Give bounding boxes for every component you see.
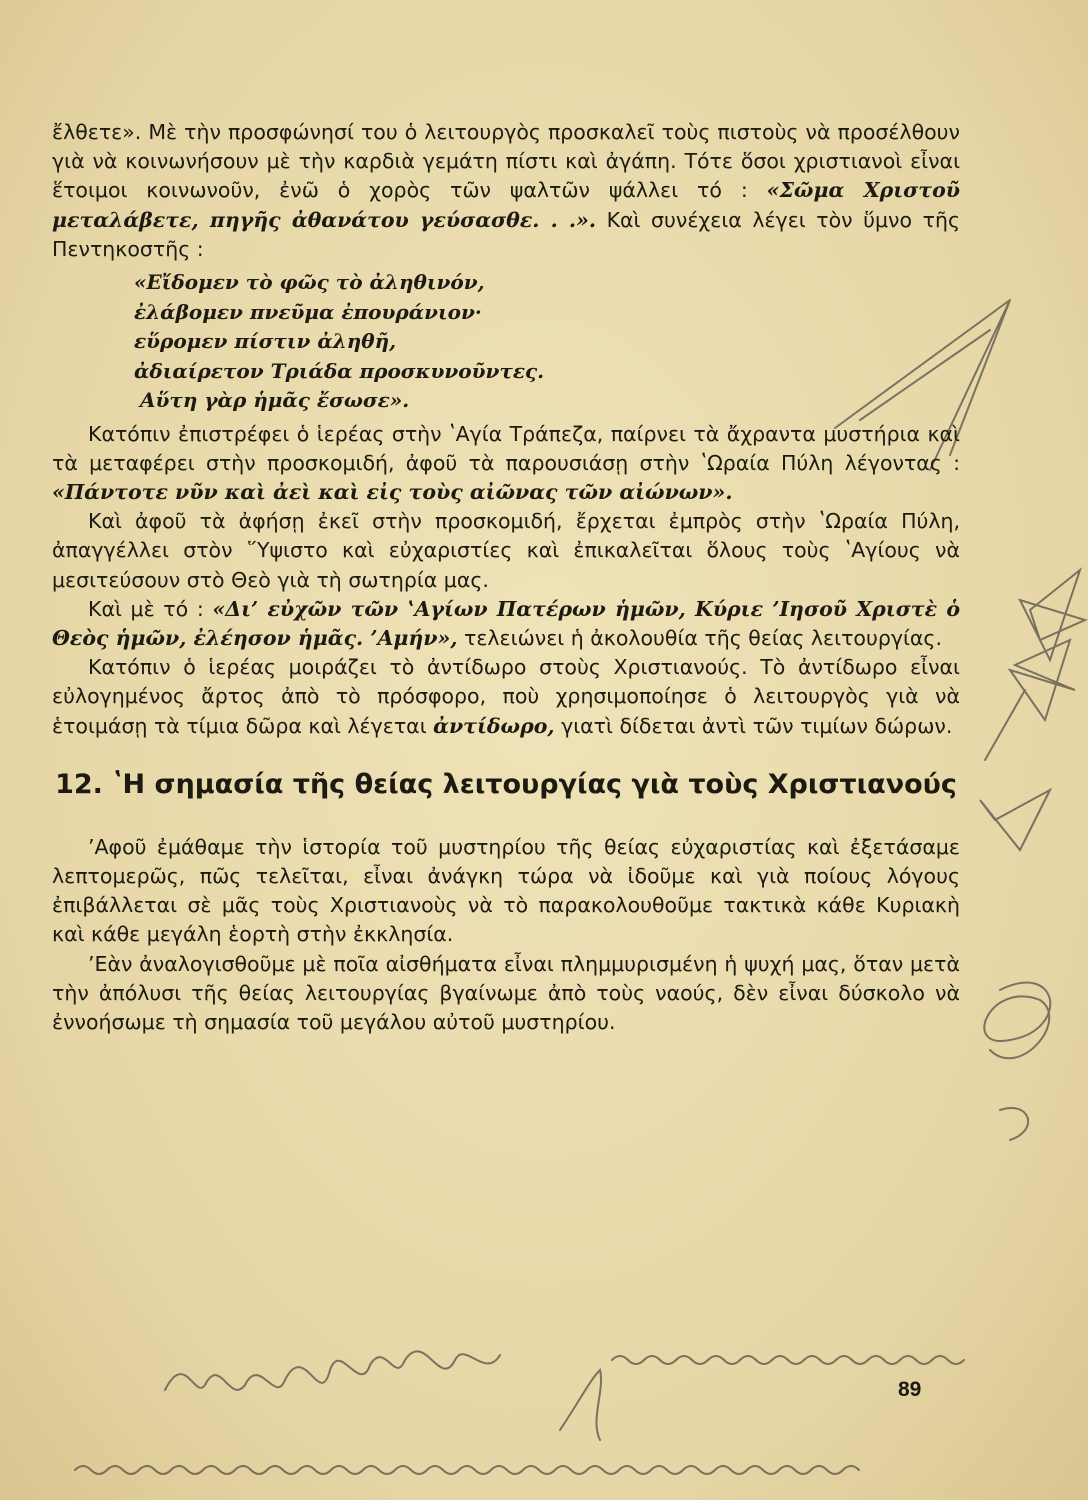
quote-di-euchon: «Δι’ εὐχῶν τῶν ʽΑγίων Πατέρων ἡμῶν, Κύριε ’Ιησοῦ Χριστὲ ὁ Θεὸς ἡμῶν, ἐλέησον ἡμᾶς. ’Αμήν», [52,596,961,650]
hymn-line: ἐλάβομεν πνεῦμα ἐπουράνιον· [134,299,482,324]
term-antidoron: ἀντίδωρο, [433,713,555,738]
paragraph-lead: Καὶ μὲ τό : [88,596,204,621]
hymn-block [134,268,960,416]
paragraph-tail: γιατὶ δίδεται ἀντὶ τῶν τιμίων δώρων. [561,713,953,738]
hymn-line: ἀδιαίρετον Τριάδα προσκυνοῦντες. [134,358,545,383]
paragraph-text: Κατόπιν ἐπιστρέφει ὁ ἱερέας στὴν ʽΑγία Τράπεζα, παίρνει τὰ ἄχραντα μυστήρια καὶ τὰ μεταφέρει στὴν προσκομιδή, ἀφοῦ τὰ παρουσιάσῃ στὴν ʽΩραία Πύλη λέγοντας : [52,421,960,475]
section-heading: 12. ʽΗ σημασία τῆς θείας λειτουργίας γιὰ τοὺς Χριστιανούς [55,768,957,800]
star-scribble-mid [1010,640,1075,720]
hymn-line: εὕρομεν πίστιν ἀληθῆ, [134,329,397,354]
quote-fragment: ἔλθετε». Μὲ τὴν προσφώνησί του ὁ λειτουργὸς προσκαλεῖ τοὺς πιστοὺς νὰ προσέλθουν γιὰ νὰ κοινωνήσουν μὲ τὴν καρδιὰ γεμάτη πίστι καὶ ἀγάπη. Τότε ὅσοι χριστιανοὶ εἶναι ἕτοιμοι κοινωνοῦν, ἐνῶ ὁ χορὸς τῶν ψαλτῶν ψάλλει τό : [52,120,960,203]
paragraph-importance: ’Αφοῦ ἐμάθαμε τὴν ἱστορία τοῦ μυστηρίου τῆς θείας εὐχαριστίας καὶ ἐξετάσαμε λεπτομερῶς, πῶς τελεῖται, εἶναι ἀνάγκη τώρα νὰ ἰδοῦμε καὶ γιὰ ποίους λόγους ἐπιβάλλεται σὲ μᾶς τοὺς Χριστιανοὺς νὰ τὸ παρακολουθοῦμε τακτικὰ κάθε Κυριακὴ καὶ κάθε μεγάλη ἑορτὴ στὴν ἐκκλησία. [52,834,960,947]
paragraph-antidoron [52,653,960,741]
page-body [52,118,960,1037]
paragraph-dismissal [52,595,960,653]
quote-soma-christou: «Σῶμα Χριστοῦ μεταλάβετε, πηγῆς ἀθανάτου γεύσασθε. . .». [52,178,960,232]
paragraph-beautiful-gate: Καὶ ἀφοῦ τὰ ἀφήσῃ ἐκεῖ στὴν προσκομιδή, ἔρχεται ἐμπρὸς στὴν ʽΩραία Πύλη, ἀπαγγέλλει στὸν ῞Υψιστο καὶ εὐχαριστίες καὶ ἐπικαλεῖται ὅλους τοὺς ʽΑγίους νὰ μεσιτεύσουν στὸ Θεὸ γιὰ τὴ σωτηρία μας. [52,509,960,592]
hymn-line: Αὕτη γὰρ ἡμᾶς ἔσωσε». [140,388,410,413]
paragraph-holy-table [52,420,960,508]
paragraph-communion [52,118,960,264]
hymn-line: «Εἴδομεν τὸ φῶς τὸ ἀληθινόν, [134,270,485,295]
star-scribble-low [980,790,1050,850]
loop-scribble [984,983,1050,1140]
diagonal-stroke [985,690,1025,760]
wavy-underline-2 [75,1466,859,1474]
paragraph-tail: Καὶ συνέχεια λέγει τὸν ὕμνο τῆς Πεντηκοστῆς : [52,207,960,261]
paragraph-lead: Κατόπιν ὁ ἱερέας μοιράζει τὸ ἀντίδωρο στοὺς Χριστιανούς. Τὸ ἀντίδωρο εἶναι εὐλογημένος ἄρτος ἀπὸ τὸ πρόσφορο, ποὺ χρησιμοποίησε ὁ λειτουργὸς γιὰ νὰ ἑτοιμάσῃ τὰ τίμια δῶρα καὶ λέγεται [52,655,960,738]
quote-pantote: «Πάντοτε νῦν καὶ ἀεὶ καὶ εἰς τοὺς αἰῶνας τῶν αἰώνων». [52,479,733,504]
star-scribble-top [1020,570,1085,660]
paragraph-feelings: ’Εὰν ἀναλογισθοῦμε μὲ ποῖα αἰσθήματα εἶναι πλημμυρισμένη ἡ ψυχή μας, ὅταν μετὰ τὴν ἀπόλυσι τῆς θείας λειτουργίας βγαίνωμε ἀπὸ τοὺς ναούς, δὲν εἶναι δύσκολο νὰ ἐννοήσωμε τὴ σημασία τοῦ μεγάλου αὐτοῦ μυστηρίου. [52,951,960,1034]
page-number: 89 [898,1378,922,1401]
cursive-scribble [165,1351,601,1440]
wavy-underline-1 [612,1356,964,1364]
paragraph-tail: τελειώνει ἡ ἀκολουθία τῆς θείας λειτουργίας. [464,625,942,650]
